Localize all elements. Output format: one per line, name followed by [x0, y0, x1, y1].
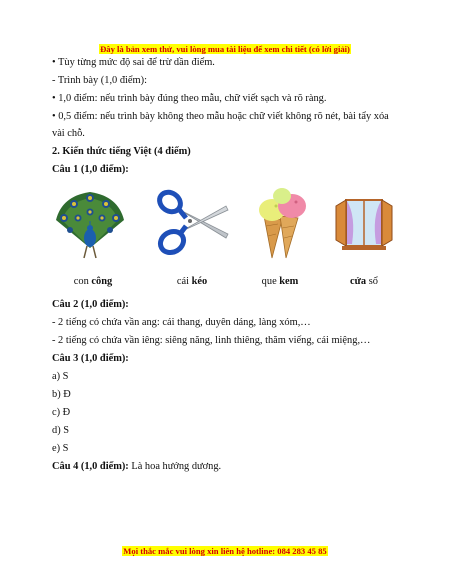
caption-scissors: [152, 276, 232, 287]
question-3-title: Câu 3 (1,0 điểm):: [52, 353, 129, 364]
hotline-banner-text: Mọi thắc mắc vui lòng xin liên hệ hotline: 084 283 45 85: [123, 546, 327, 556]
text-line-half-score-cont: vài chỗ.: [52, 128, 85, 139]
caption-peacock-plain: con: [73, 276, 92, 287]
question-2-title: Câu 2 (1,0 điểm):: [52, 299, 129, 310]
caption-ice-cream-plain: que: [261, 276, 280, 287]
question-3-answer-b: b) Đ: [52, 389, 71, 400]
question-3-answer-d: d) S: [52, 425, 70, 436]
preview-banner: [0, 44, 450, 54]
caption-scissors-plain: cái: [176, 276, 192, 287]
text-line-half-score: • 0,5 điểm: nếu trình bày không theo mẫu hoặc chữ viết không rõ nét, bài tẩy xóa: [52, 111, 389, 122]
peacock-image: [54, 190, 126, 260]
caption-peacock: [53, 276, 133, 287]
caption-ice-cream: [240, 276, 320, 287]
section-heading-vietnamese: 2. Kiến thức tiếng Việt (4 điểm): [52, 146, 191, 157]
caption-ice-cream-bold: kem: [279, 276, 299, 287]
question-3-answer-e: e) S: [52, 443, 69, 454]
text-line-deduction: • Tùy từng mức độ sai để trừ dần điểm.: [52, 57, 215, 68]
preview-banner-text: Đây là bản xem thử, vui lòng mua tài liệu để xem chi tiết (có lời giải): [100, 44, 350, 54]
question-3-answer-a: a) S: [52, 371, 69, 382]
question-3-answer-c: c) Đ: [52, 407, 71, 418]
scissors-image: [156, 188, 232, 260]
caption-scissors-bold: kéo: [191, 276, 208, 287]
question-2-ieng: - 2 tiếng có chứa vần iêng: siêng năng, linh thiêng, thăm viếng, cái miệng,…: [52, 335, 371, 346]
ice-cream-image: [252, 186, 312, 262]
question-2-ang: - 2 tiếng có chứa vần ang: cái thang, duyên dáng, làng xóm,…: [52, 317, 311, 328]
question-4-answer: Là hoa hướng dương.: [128, 461, 222, 472]
text-line-full-score: • 1,0 điểm: nếu trình bày đúng theo mẫu, chữ viết sạch và rõ ràng.: [52, 93, 327, 104]
window-image: [334, 196, 394, 252]
text-line-presentation: - Trình bày (1,0 điểm):: [52, 75, 147, 86]
caption-window-bold: cửa: [350, 276, 367, 287]
question-1-title: Câu 1 (1,0 điểm):: [52, 164, 129, 175]
caption-window-plain: sổ: [366, 276, 378, 287]
caption-window: [324, 276, 404, 287]
caption-peacock-bold: công: [91, 276, 113, 287]
hotline-banner: [0, 546, 450, 556]
question-4-title: Câu 4 (1,0 điểm):: [52, 461, 129, 472]
question-4: [52, 460, 398, 474]
